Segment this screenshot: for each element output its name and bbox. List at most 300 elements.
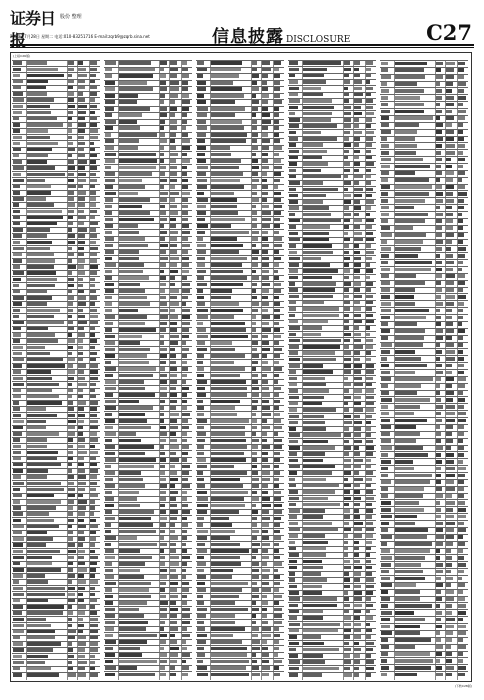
table-cell-text: [366, 509, 373, 512]
table-cell-text: [27, 370, 51, 373]
table-cell-text: [68, 117, 73, 120]
table-cell-text: [119, 588, 149, 592]
table-cell-text: [160, 556, 165, 560]
table-cell-text: [182, 237, 188, 241]
table-cell-text: [211, 621, 235, 625]
table-cell-text: [160, 276, 166, 280]
table-cell-text: [182, 322, 190, 326]
table-cell-text: [90, 599, 98, 602]
table-cell-text: [78, 655, 85, 658]
table-cell-text: [366, 288, 371, 291]
table-cell-text: [211, 562, 240, 566]
table-cell-text: [27, 587, 65, 590]
table-cell-text: [274, 387, 281, 391]
table-cell-text: [27, 661, 45, 664]
table-cell-text: [13, 284, 19, 287]
table-cell-text: [78, 630, 83, 633]
table-cell-text: [303, 143, 323, 146]
table-cell-text: [68, 395, 73, 398]
table-cell-text: [78, 661, 87, 664]
table-cell-text: [197, 283, 207, 287]
table-cell-text: [366, 572, 373, 575]
table-cell-text: [68, 512, 74, 515]
table-row: [288, 419, 376, 420]
table-cell-text: [27, 321, 64, 324]
table-cell-text: [381, 62, 388, 66]
table-cell-text: [446, 611, 452, 615]
table-cell-text: [119, 608, 139, 612]
table-cell-text: [366, 667, 375, 670]
table-row: [104, 652, 192, 653]
table-cell-text: [436, 583, 443, 587]
table-cell-text: [252, 614, 256, 618]
table-cell-text: [78, 222, 84, 225]
table-cell-text: [262, 621, 268, 625]
table-cell-text: [303, 503, 340, 506]
table-cell-text: [211, 647, 247, 651]
table-cell-text: [289, 383, 297, 386]
table-cell-text: [105, 328, 112, 332]
table-cell-text: [68, 136, 73, 139]
table-cell-text: [160, 621, 166, 625]
table-cell-text: [170, 484, 175, 488]
table-cell-text: [160, 426, 167, 430]
table-cell-text: [395, 329, 425, 333]
table-cell-text: [381, 611, 392, 615]
table-cell-text: [119, 61, 151, 65]
table-cell-text: [119, 543, 157, 547]
table-cell-text: [252, 595, 259, 599]
table-cell-text: [105, 666, 116, 670]
table-cell-text: [160, 419, 165, 423]
table-cell-text: [68, 98, 74, 101]
logo-subtitle: 股份 整理: [60, 14, 82, 20]
table-cell-text: [197, 126, 207, 130]
table-row: [12, 622, 100, 623]
table-cell-text: [160, 361, 166, 365]
table-cell-text: [446, 625, 454, 629]
table-cell-text: [344, 87, 348, 90]
table-cell-text: [436, 432, 441, 436]
table-cell-text: [119, 257, 139, 261]
table-cell-text: [27, 457, 57, 460]
table-cell-text: [395, 487, 424, 491]
table-row: [288, 451, 376, 452]
table-cell-text: [197, 562, 206, 566]
table-cell-text: [105, 354, 115, 358]
table-cell-text: [197, 556, 204, 560]
table-cell-text: [170, 257, 179, 261]
table-cell-text: [344, 547, 348, 550]
table-cell-text: [252, 198, 260, 202]
table-cell-text: [160, 432, 167, 436]
table-cell-text: [211, 244, 242, 248]
table-cell-text: [381, 377, 391, 381]
table-cell-text: [27, 327, 48, 330]
table-cell-text: [274, 296, 279, 300]
table-cell-text: [78, 574, 84, 577]
table-cell-text: [197, 582, 205, 586]
table-cell-text: [105, 387, 116, 391]
table-cell-text: [68, 500, 74, 503]
table-row: [288, 514, 376, 515]
table-cell-text: [170, 348, 175, 352]
table-row: [288, 230, 376, 231]
table-cell-text: [381, 364, 389, 368]
table-cell-text: [211, 367, 244, 371]
table-cell-text: [344, 181, 351, 184]
table-row: [196, 600, 284, 601]
table-row: [196, 528, 284, 529]
table-cell-text: [274, 107, 280, 111]
table-cell-text: [160, 452, 165, 456]
table-cell-text: [27, 562, 52, 565]
table-cell-text: [170, 621, 176, 625]
table-cell-text: [119, 419, 147, 423]
table-cell-text: [13, 98, 24, 101]
table-cell-text: [27, 519, 54, 522]
table-cell-text: [458, 247, 467, 251]
table-cell-text: [458, 171, 465, 175]
table-cell-text: [78, 278, 83, 281]
table-cell-text: [252, 471, 258, 475]
table-cell-text: [344, 99, 349, 102]
table-cell-text: [344, 377, 349, 380]
table-cell-text: [458, 158, 465, 162]
table-cell-text: [436, 508, 441, 512]
table-cell-text: [381, 583, 392, 587]
table-cell-text: [68, 506, 73, 509]
table-cell-text: [197, 250, 206, 254]
table-cell-text: [90, 624, 98, 627]
table-cell-text: [78, 550, 85, 553]
table-cell-text: [90, 123, 98, 126]
table-cell-text: [68, 587, 75, 590]
table-cell-text: [252, 361, 259, 365]
table-cell-text: [27, 605, 64, 608]
table-cell-text: [119, 205, 142, 209]
table-cell-text: [211, 374, 240, 378]
table-cell-text: [262, 328, 271, 332]
table-cell-text: [27, 494, 54, 497]
table-cell-text: [262, 81, 267, 85]
table-cell-text: [395, 68, 424, 72]
table-cell-text: [458, 364, 465, 368]
table-cell-text: [354, 314, 361, 317]
table-cell-text: [458, 446, 464, 450]
table-cell-text: [105, 634, 113, 638]
table-cell-text: [274, 341, 279, 345]
table-cell-text: [381, 226, 390, 230]
table-cell-text: [27, 222, 57, 225]
table-cell-text: [211, 120, 242, 124]
table-cell-text: [262, 400, 268, 404]
table-cell-text: [366, 99, 374, 102]
table-row: [288, 438, 376, 439]
table-cell-text: [90, 216, 95, 219]
table-cell-text: [119, 315, 147, 319]
table-cell-text: [344, 534, 349, 537]
table-cell-text: [170, 608, 178, 612]
table-cell-text: [27, 315, 54, 318]
table-cell-text: [105, 100, 115, 104]
table-cell-text: [274, 348, 283, 352]
table-cell-text: [262, 74, 268, 78]
table-row: [196, 405, 284, 406]
table-cell-text: [211, 74, 238, 78]
table-cell-text: [395, 357, 421, 361]
table-cell-text: [170, 517, 176, 521]
table-cell-text: [262, 465, 270, 469]
table-cell-text: [68, 123, 72, 126]
table-cell-text: [119, 647, 140, 651]
table-cell-text: [27, 68, 58, 71]
table-cell-text: [170, 172, 177, 176]
table-cell-text: [119, 341, 140, 345]
table-cell-text: [274, 250, 279, 254]
table-cell-text: [458, 405, 465, 409]
table-cell-text: [436, 480, 441, 484]
table-cell-text: [90, 259, 97, 262]
table-row: [288, 167, 376, 168]
table-cell-text: [354, 591, 362, 594]
table-cell-text: [436, 528, 444, 532]
table-cell-text: [182, 179, 188, 183]
continuation-footer: (下转C28版): [454, 684, 472, 688]
table-cell-text: [170, 100, 175, 104]
table-row: [380, 149, 468, 150]
table-cell-text: [27, 506, 56, 509]
table-cell-text: [274, 192, 282, 196]
table-cell-text: [344, 389, 350, 392]
table-row: [288, 457, 376, 458]
table-cell-text: [303, 194, 326, 197]
table-row: [288, 66, 376, 67]
table-row: [380, 239, 468, 240]
table-cell-text: [252, 315, 257, 319]
table-cell-text: [211, 198, 237, 202]
table-cell-text: [13, 568, 24, 571]
table-cell-text: [119, 491, 139, 495]
table-cell-text: [68, 661, 73, 664]
table-cell-text: [289, 660, 300, 663]
table-cell-text: [344, 471, 352, 474]
table-cell-text: [13, 74, 20, 77]
table-cell-text: [182, 556, 191, 560]
table-row: [104, 93, 192, 94]
table-cell-text: [395, 474, 432, 478]
table-cell-text: [366, 282, 374, 285]
table-cell-text: [395, 75, 425, 79]
table-cell-text: [381, 673, 387, 677]
table-cell-text: [211, 523, 232, 527]
table-cell-text: [344, 68, 352, 71]
table-cell-text: [78, 543, 83, 546]
table-cell-text: [197, 510, 207, 514]
table-row: [104, 385, 192, 386]
table-cell-text: [252, 341, 258, 345]
table-cell-text: [274, 478, 279, 482]
table-cell-text: [160, 113, 167, 117]
table-cell-text: [303, 257, 321, 260]
table-cell-text: [119, 562, 145, 566]
table-cell-text: [252, 504, 257, 508]
table-cell-text: [354, 433, 361, 436]
table-cell-text: [274, 588, 280, 592]
table-cell-text: [211, 653, 247, 657]
table-cell-text: [78, 315, 85, 318]
table-cell-text: [252, 569, 259, 573]
table-cell-text: [366, 515, 372, 518]
table-cell-text: [381, 309, 391, 313]
table-cell-text: [252, 172, 258, 176]
table-cell-text: [303, 471, 332, 474]
table-cell-text: [436, 62, 444, 66]
table-cell-text: [68, 185, 76, 188]
table-cell-text: [105, 283, 114, 287]
table-cell-text: [182, 439, 187, 443]
table-cell-text: [78, 383, 87, 386]
table-cell-text: [289, 553, 299, 556]
table-cell-text: [78, 259, 85, 262]
table-cell-text: [274, 380, 279, 384]
table-cell-text: [27, 339, 58, 342]
table-cell-text: [458, 130, 464, 134]
table-row: [288, 300, 376, 301]
table-cell-text: [252, 218, 257, 222]
table-row: [12, 561, 100, 562]
table-row: [12, 258, 100, 259]
table-cell-text: [182, 536, 188, 540]
table-cell-text: [381, 645, 389, 649]
table-cell-text: [354, 345, 363, 348]
table-cell-text: [366, 276, 371, 279]
table-cell-text: [211, 237, 237, 241]
table-cell-text: [160, 139, 167, 143]
table-row: [104, 470, 192, 471]
table-cell-text: [13, 655, 22, 658]
table-cell-text: [262, 471, 269, 475]
table-cell-text: [436, 110, 442, 114]
table-cell-text: [78, 86, 85, 89]
table-cell-text: [211, 335, 248, 339]
table-cell-text: [274, 218, 281, 222]
table-cell-text: [160, 231, 168, 235]
table-cell-text: [105, 263, 116, 267]
table-cell-text: [395, 391, 417, 395]
table-cell-text: [395, 583, 416, 587]
table-row: [12, 573, 100, 574]
table-cell-text: [13, 105, 23, 108]
table-cell-text: [289, 389, 298, 392]
table-cell-text: [197, 146, 206, 150]
table-cell-text: [160, 510, 166, 514]
table-cell-text: [170, 426, 178, 430]
table-cell-text: [262, 237, 267, 241]
table-cell-text: [446, 631, 453, 635]
table-cell-text: [366, 87, 374, 90]
table-cell-text: [289, 232, 298, 235]
table-cell-text: [27, 105, 50, 108]
table-cell-text: [170, 530, 175, 534]
table-cell-text: [262, 315, 270, 319]
table-cell-text: [78, 352, 83, 355]
table-cell-text: [78, 296, 86, 299]
table-cell-text: [446, 123, 452, 127]
table-cell-text: [27, 401, 62, 404]
table-cell-text: [303, 497, 328, 500]
table-cell-text: [182, 393, 187, 397]
table-cell-text: [252, 419, 257, 423]
table-row: [12, 511, 100, 512]
table-cell-text: [303, 396, 323, 399]
table-cell-text: [27, 278, 57, 281]
table-cell-text: [262, 614, 267, 618]
table-cell-text: [446, 151, 455, 155]
table-row: [196, 294, 284, 295]
table-cell-text: [170, 120, 177, 124]
table-cell-text: [303, 213, 331, 216]
table-cell-text: [262, 185, 268, 189]
table-cell-text: [274, 556, 280, 560]
table-cell-text: [252, 640, 260, 644]
table-cell-text: [13, 599, 20, 602]
table-cell-text: [78, 414, 84, 417]
table-cell-text: [381, 439, 391, 443]
table-cell-text: [119, 322, 145, 326]
table-cell-text: [395, 425, 416, 429]
table-cell-text: [160, 61, 167, 65]
table-cell-text: [354, 402, 361, 405]
table-cell-text: [252, 627, 260, 631]
table-row: [12, 202, 100, 203]
table-cell-text: [211, 575, 232, 579]
table-cell-text: [381, 178, 388, 182]
table-cell-text: [381, 542, 387, 546]
table-cell-text: [344, 553, 349, 556]
table-cell-text: [119, 575, 144, 579]
table-cell-text: [90, 420, 98, 423]
table-cell-text: [27, 475, 47, 478]
table-cell-text: [354, 503, 360, 506]
table-cell-text: [27, 364, 65, 367]
table-cell-text: [170, 276, 175, 280]
table-cell-text: [303, 623, 340, 626]
table-cell-text: [274, 621, 282, 625]
table-cell-text: [105, 192, 116, 196]
table-cell-text: [68, 556, 74, 559]
table-cell-text: [160, 640, 166, 644]
table-cell-text: [13, 587, 23, 590]
table-cell-text: [354, 200, 360, 203]
table-cell-text: [344, 106, 351, 109]
table-cell-text: [395, 185, 431, 189]
table-cell-text: [160, 179, 167, 183]
table-row: [104, 353, 192, 354]
table-cell-text: [381, 515, 392, 519]
table-cell-text: [274, 660, 283, 664]
table-cell-text: [354, 295, 361, 298]
table-cell-text: [211, 543, 240, 547]
table-cell-text: [381, 425, 391, 429]
table-cell-text: [119, 74, 153, 78]
table-cell-text: [13, 383, 24, 386]
table-cell-text: [90, 80, 95, 83]
table-cell-text: [119, 94, 138, 98]
table-cell-text: [27, 241, 52, 244]
table-cell-text: [27, 407, 46, 410]
table-cell-text: [458, 542, 465, 546]
